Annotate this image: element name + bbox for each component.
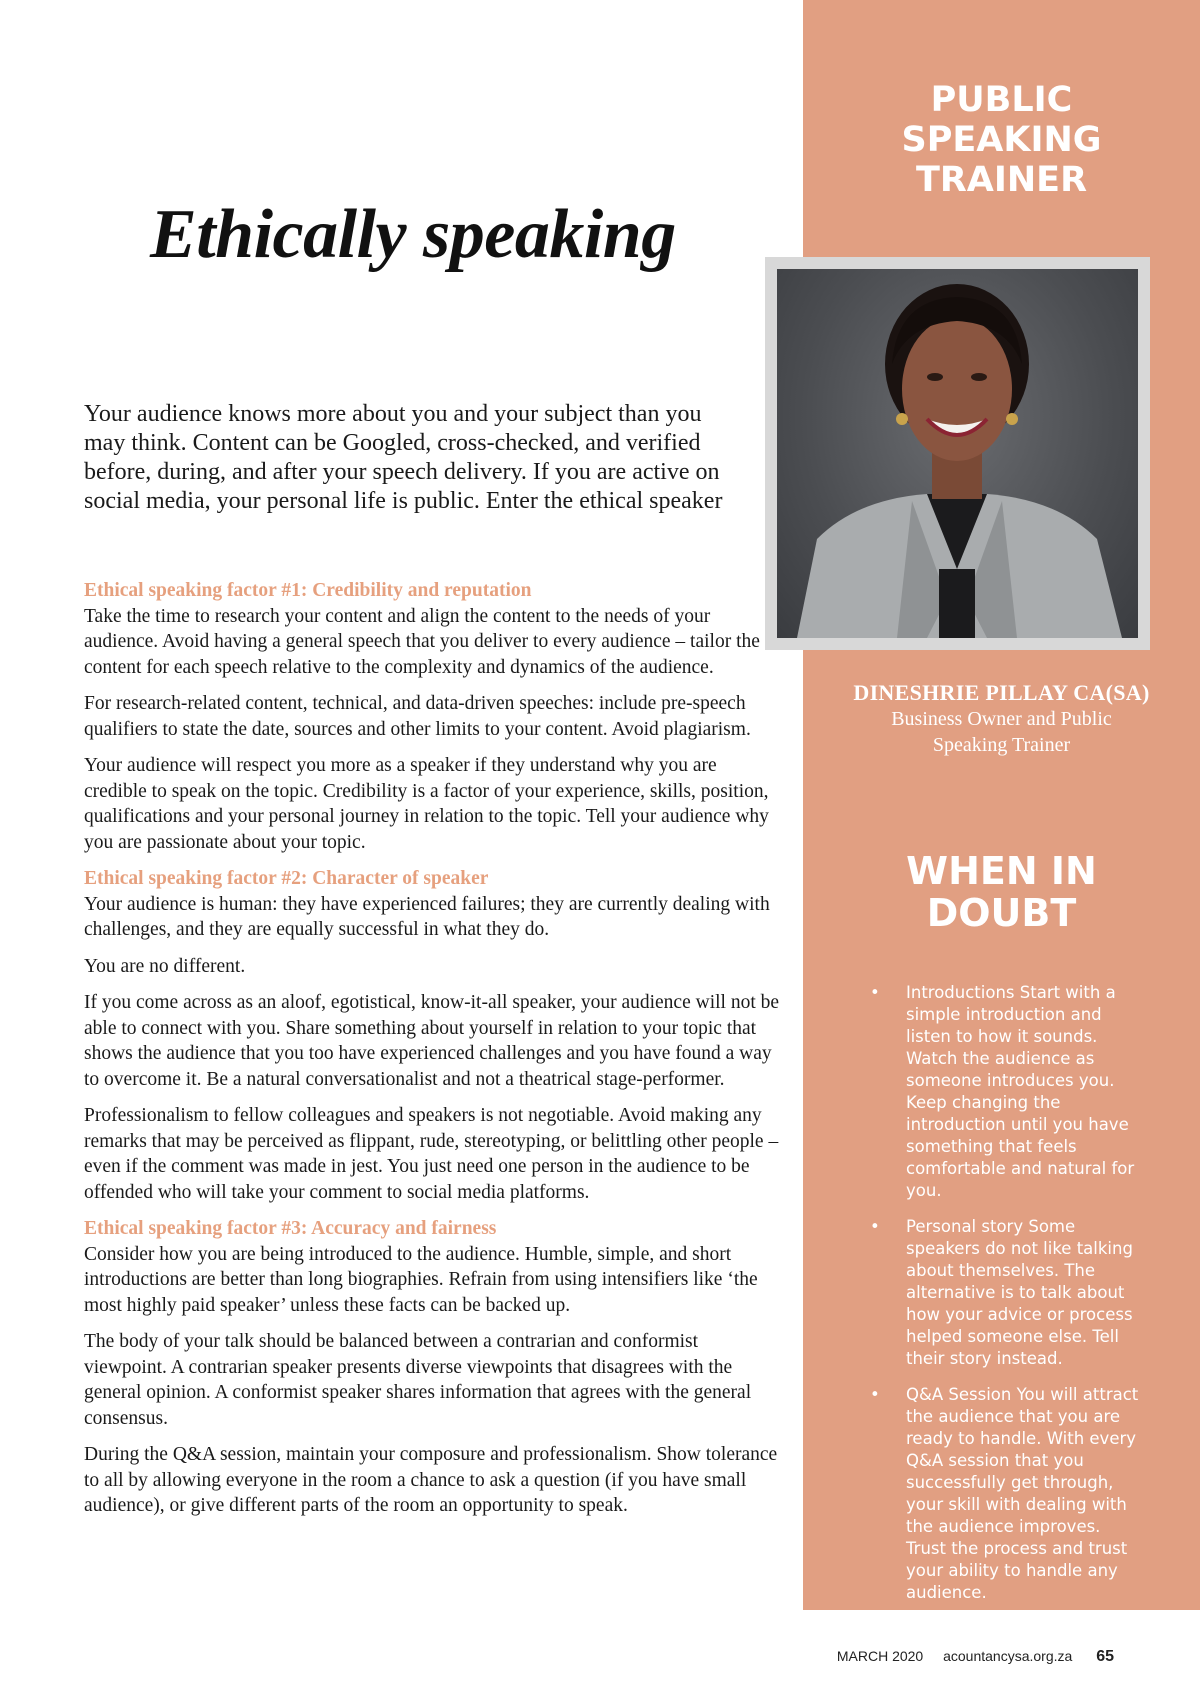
article-title: Ethically speaking: [150, 196, 676, 273]
portrait-photo: [777, 269, 1138, 638]
article-body: [84, 578, 784, 1530]
portrait-frame: [765, 257, 1150, 650]
section-heading-3: Ethical speaking factor #3: Accuracy and fairness: [84, 1218, 497, 1239]
doubt-heading-line: WHEN IN: [906, 849, 1097, 893]
section-2-paragraph: Professionalism to fellow colleagues and speakers is not negotiable. Avoid making any remarks that may be perceived as flippant, rude, stereotyping, or belittling other people – even if the comment was made in jest. You just need one person in the audience to be offended who will take your comment to social media platforms.: [84, 1105, 779, 1203]
section-2-paragraph: If you come across as an aloof, egotistical, know-it-all speaker, your audience will not be able to connect with you. Share something about yourself in relation to your topic that shows the audience that you too have experienced challenges and you have found a way to overcome it. Be a natural conversationalist and not a theatrical stage-performer.: [84, 992, 780, 1090]
sidebar-title-line: TRAINER: [915, 160, 1088, 200]
section-heading-2: Ethical speaking factor #2: Character of speaker: [84, 868, 489, 889]
person-name: DINESHRIE PILLAY CA(SA): [853, 680, 1150, 705]
portrait-illustration: [777, 269, 1138, 638]
footer-site: acountancysa.org.za: [943, 1648, 1073, 1664]
section-3-paragraph: During the Q&A session, maintain your composure and professionalism. Show tolerance to all by allowing everyone in the room a chance to ask a question (if you have small audience), or give different parts of the room an opportunity to speak.: [84, 1444, 778, 1516]
section-1-paragraph: For research-related content, technical, and data-driven speeches: include pre-speech qualifiers to state the date, sources and other limits to your content. Avoid plagiarism.: [84, 693, 751, 740]
section-1-paragraph: Take the time to research your content and align the content to the needs of your audience. Avoid having a general speech that you deliver to every audience – tailor the content for each speech relative to the complexity and dynamics of the audience.: [84, 605, 760, 678]
list-item: [870, 982, 1140, 1202]
tip-text: Introductions Start with a simple introduction and listen to how it sounds. Watch the audience as someone introduces you. Keep changing the introduction until you have something that feels comfortable and natural for you.: [906, 983, 1135, 1200]
article-intro: Your audience knows more about you and your subject than you may think. Content can be Googled, cross-checked, and verified before, during, and after your speech delivery. If you are active on social media, your personal life is public. Enter the ethical speaker: [84, 401, 723, 514]
section-1-paragraph: Your audience will respect you more as a speaker if they understand why you are credible to speak on the topic. Credibility is a factor of your experience, skills, position, qualifications and your personal journey in relation to the topic. Tell your audience why you are passionate about your topic.: [84, 755, 769, 853]
sidebar-title-line: SPEAKING: [901, 120, 1102, 160]
page-number: 65: [1096, 1648, 1114, 1665]
tip-text: Q&A Session You will attract the audience that you are ready to handle. With every Q&A session that you successfully get through, your skill with dealing with the audience improves. Trust the process and trust your ability to handle any audience.: [906, 1385, 1139, 1602]
section-heading-1: Ethical speaking factor #1: Credibility and reputation: [84, 580, 532, 601]
bullet-icon: •: [870, 1217, 880, 1236]
footer-date: MARCH 2020: [836, 1648, 924, 1664]
tips-list: [870, 982, 1140, 1618]
sidebar-title-line: PUBLIC: [930, 80, 1073, 120]
section-3-paragraph: The body of your talk should be balanced between a contrarian and conformist viewpoint. A contrarian speaker presents diverse viewpoints that disagrees with the general opinion. A conformist speaker shares information that agrees with the general consensus.: [84, 1331, 752, 1429]
page-footer: [821, 1648, 1114, 1666]
list-item: [870, 1216, 1140, 1370]
section-2-paragraph: Your audience is human: they have experienced failures; they are currently dealing with challenges, and they are equally successful in what they do.: [84, 893, 770, 940]
sidebar-title: [803, 80, 1200, 200]
when-in-doubt-heading: [803, 850, 1200, 934]
person-role: Business Owner and Public Speaking Trainer: [891, 708, 1112, 756]
bullet-icon: •: [870, 983, 880, 1002]
tip-text: Personal story Some speakers do not like talking about themselves. The alternative is to talk about how your advice or process helped someone else. Tell their story instead.: [906, 1217, 1133, 1368]
section-3-paragraph: Consider how you are being introduced to the audience. Humble, simple, and short introductions are better than long biographies. Refrain from using intensifiers like ‘the most highly paid speaker’ unless these facts can be backed up.: [84, 1243, 758, 1316]
list-item: [870, 1384, 1140, 1604]
section-2-paragraph: You are no different.: [84, 955, 246, 977]
bullet-icon: •: [870, 1385, 880, 1404]
doubt-heading-line: DOUBT: [926, 891, 1077, 935]
